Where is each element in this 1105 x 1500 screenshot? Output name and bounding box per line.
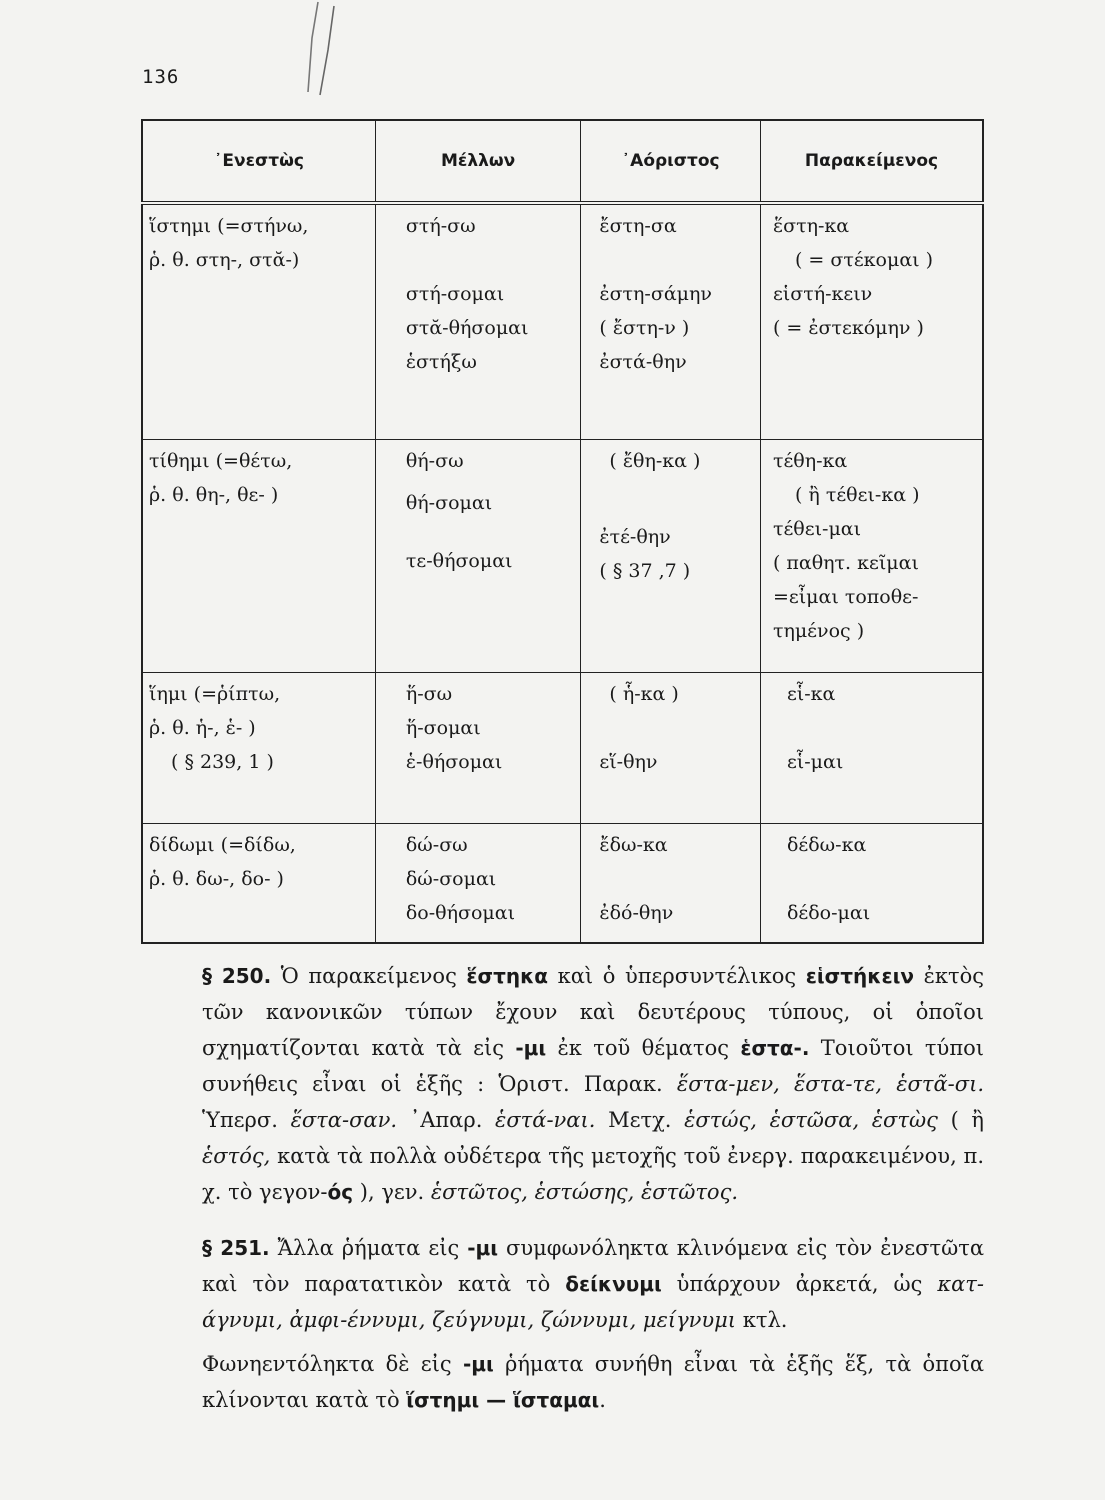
- table-row: [142, 203, 983, 440]
- cell-line: ἑστήξω: [405, 351, 477, 373]
- italic-form: ἕστα-μεν, ἕστα-τε, ἑστᾶ-σι.: [676, 1072, 984, 1096]
- cell-line: ῥ. θ. ἡ-, ἑ- ): [149, 717, 256, 739]
- cell-line: ( παθητ. κεῖμαι: [772, 552, 919, 574]
- cell-line: =εἶμαι τοποθε-: [772, 586, 919, 608]
- cell-line: ἔδω-κα: [599, 834, 668, 856]
- cell-line: δέδω-κα: [786, 834, 867, 856]
- italic-form: ἕστα-σαν.: [290, 1108, 398, 1132]
- perfect-cell: [760, 824, 983, 944]
- bold-term: -μι: [515, 1036, 547, 1060]
- cell-line: ἐδό-θην: [599, 902, 674, 924]
- cell-line: ἵημι (=ῥίπτω,: [149, 683, 281, 705]
- cell-line: εἱστή-κειν: [772, 283, 873, 305]
- bold-term: ἕστηκα: [466, 964, 549, 988]
- italic-form: ἑστῶτος, ἑστώσης, ἑστῶτος.: [430, 1180, 739, 1204]
- future-cell: [375, 673, 581, 824]
- cell-line: ( ἔθη-κα ): [609, 450, 701, 472]
- future-cell: [375, 824, 581, 944]
- text-run: ), γεν.: [353, 1180, 431, 1204]
- header-future: Μέλλων: [375, 120, 581, 203]
- section-number: § 251.: [202, 1236, 270, 1260]
- cell-line: ἑ-θήσομαι: [405, 751, 503, 773]
- present-cell: [142, 673, 375, 824]
- text-run: Ὑπερσ.: [202, 1108, 291, 1132]
- cell-line: ῥ. θ. θη-, θε- ): [149, 484, 279, 506]
- cell-line: θή-σομαι: [405, 492, 493, 514]
- cell-line: ἔστη-σα: [599, 215, 677, 237]
- cell-line: ῥ. θ. στη-, στᾰ-): [149, 249, 300, 271]
- italic-form: ἑστός,: [202, 1144, 271, 1168]
- bold-term: ός: [327, 1180, 354, 1204]
- pen-mark: [290, 0, 360, 110]
- cell-line: εἷ-μαι: [786, 751, 844, 773]
- bold-term: ἑστα-.: [740, 1036, 810, 1060]
- perfect-cell: [760, 440, 983, 673]
- text-run: κτλ.: [736, 1308, 788, 1332]
- text-run: .: [599, 1388, 606, 1412]
- text-run: ᾿Απαρ.: [397, 1108, 496, 1132]
- aorist-cell: [581, 824, 761, 944]
- future-cell: [375, 203, 581, 440]
- perfect-cell: [760, 673, 983, 824]
- cell-line: δο-θήσομαι: [405, 902, 516, 924]
- header-present: ᾿Ενεστὼς: [142, 120, 375, 203]
- perfect-cell: [760, 203, 983, 440]
- table-row: [142, 440, 983, 673]
- cell-line: δώ-σω: [405, 834, 468, 856]
- paragraph-250: [142, 958, 984, 1210]
- present-cell: [142, 440, 375, 673]
- body-text: [142, 958, 984, 1418]
- cell-line: ( ἢ τέθει-κα ): [794, 484, 920, 506]
- bold-term: -μι: [462, 1352, 494, 1376]
- paragraph-vowel-stems: [142, 1346, 984, 1418]
- text-run: Ὁ παρακείμενος: [271, 964, 467, 988]
- cell-line: ἵστημι (=στήνω,: [149, 215, 309, 237]
- text-run: Ἄλλα ῥήματα εἰς: [269, 1236, 468, 1260]
- bold-term: δείκνυμι: [565, 1272, 662, 1296]
- present-cell: [142, 824, 375, 944]
- bold-term: -μι: [467, 1236, 499, 1260]
- cell-line: θή-σω: [405, 450, 464, 472]
- text-run: Τοιοῦτοι τύποι συνήθεις εἶναι οἱ ἑξῆς : Ὁριστ. Παρακ.: [202, 1036, 984, 1096]
- text-run: Μετχ.: [595, 1108, 685, 1132]
- header-aorist: ᾿Αόριστος: [581, 120, 761, 203]
- cell-line: ( ἧ-κα ): [609, 683, 679, 705]
- cell-line: τημένος ): [772, 620, 865, 642]
- cell-line: ἐστά-θην: [599, 351, 687, 373]
- cell-line: ( = στέκομαι ): [794, 249, 934, 271]
- paragraph-251: [142, 1230, 984, 1338]
- table-row: [142, 673, 983, 824]
- header-perfect: Παρακείμενος: [760, 120, 983, 203]
- section-number: § 250.: [202, 964, 272, 988]
- cell-line: τέθη-κα: [772, 450, 848, 472]
- italic-form: κατ-άγνυμι, ἀμφι-έννυμι, ζεύγνυμι, ζώννυμι, μείγνυμι: [202, 1272, 984, 1332]
- cell-line: ἥ-σω: [405, 683, 453, 705]
- text-run: ῥήματα συνήθη εἶναι τὰ ἑξῆς ἕξ, τὰ ὁποῖα κλίνονται κατὰ τὸ: [202, 1352, 984, 1412]
- cell-line: τίθημι (=θέτω,: [149, 450, 293, 472]
- bold-term: ἵστημι — ἵσταμαι: [406, 1388, 600, 1412]
- cell-line: ἥ-σομαι: [405, 717, 481, 739]
- conjugation-table: [141, 119, 984, 944]
- italic-form: ἑστώς, ἑστῶσα, ἑστὼς: [684, 1108, 938, 1132]
- page-number: 136: [142, 66, 180, 88]
- cell-line: ( § 239, 1 ): [171, 751, 274, 773]
- cell-line: στᾰ-θήσομαι: [405, 317, 529, 339]
- future-cell: [375, 440, 581, 673]
- text-run: ἐκτὸς τῶν κανονικῶν τύπων ἔχουν καὶ δευτέρους τύπους, οἱ ὁποῖοι σχηματίζονται κατὰ τὰ εἰς: [202, 964, 984, 1060]
- text-run: ὑπάρχουν ἀρκετά, ὡς: [661, 1272, 938, 1296]
- text-run: Φωνηεντόληκτα δὲ εἰς: [202, 1352, 463, 1376]
- cell-line: τε-θήσομαι: [405, 550, 513, 572]
- cell-line: στή-σω: [405, 215, 476, 237]
- cell-line: ( = ἐστεκόμην ): [772, 317, 924, 339]
- cell-line: ἐστη-σάμην: [599, 283, 712, 305]
- aorist-cell: [581, 203, 761, 440]
- cell-line: δώ-σομαι: [405, 868, 497, 890]
- italic-form: ἑστά-ναι.: [495, 1108, 596, 1132]
- text-run: καὶ ὁ ὑπερσυντέλικος: [548, 964, 806, 988]
- cell-line: ἕστη-κα: [772, 215, 850, 237]
- text-run: συμφωνόληκτα κλινόμενα εἰς τὸν ἐνεστῶτα καὶ τὸν παρατατικὸν κατὰ τὸ: [202, 1236, 985, 1296]
- cell-line: δέδο-μαι: [786, 902, 871, 924]
- cell-line: δίδωμι (=δίδω,: [149, 834, 296, 856]
- cell-line: εἷ-κα: [786, 683, 836, 705]
- present-cell: [142, 203, 375, 440]
- text-run: ( ἢ: [937, 1108, 985, 1132]
- text-run: ἐκ τοῦ θέματος: [546, 1036, 741, 1060]
- bold-term: εἱστήκειν: [805, 964, 914, 988]
- cell-line: ἐτέ-θην: [599, 526, 671, 548]
- cell-line: ( ἔστη-ν ): [599, 317, 690, 339]
- aorist-cell: [581, 440, 761, 673]
- cell-line: ῥ. θ. δω-, δο- ): [149, 868, 284, 890]
- cell-line: ( § 37 ,7 ): [599, 560, 691, 582]
- cell-line: εἵ-θην: [599, 751, 658, 773]
- text-run: κατὰ τὰ πολλὰ οὐδέτερα τῆς μετοχῆς τοῦ ἐνεργ. παρακειμένου, π. χ. τὸ γεγον-: [202, 1144, 984, 1204]
- aorist-cell: [581, 673, 761, 824]
- cell-line: τέθει-μαι: [772, 518, 862, 540]
- cell-line: στή-σομαι: [405, 283, 505, 305]
- table-row: [142, 824, 983, 944]
